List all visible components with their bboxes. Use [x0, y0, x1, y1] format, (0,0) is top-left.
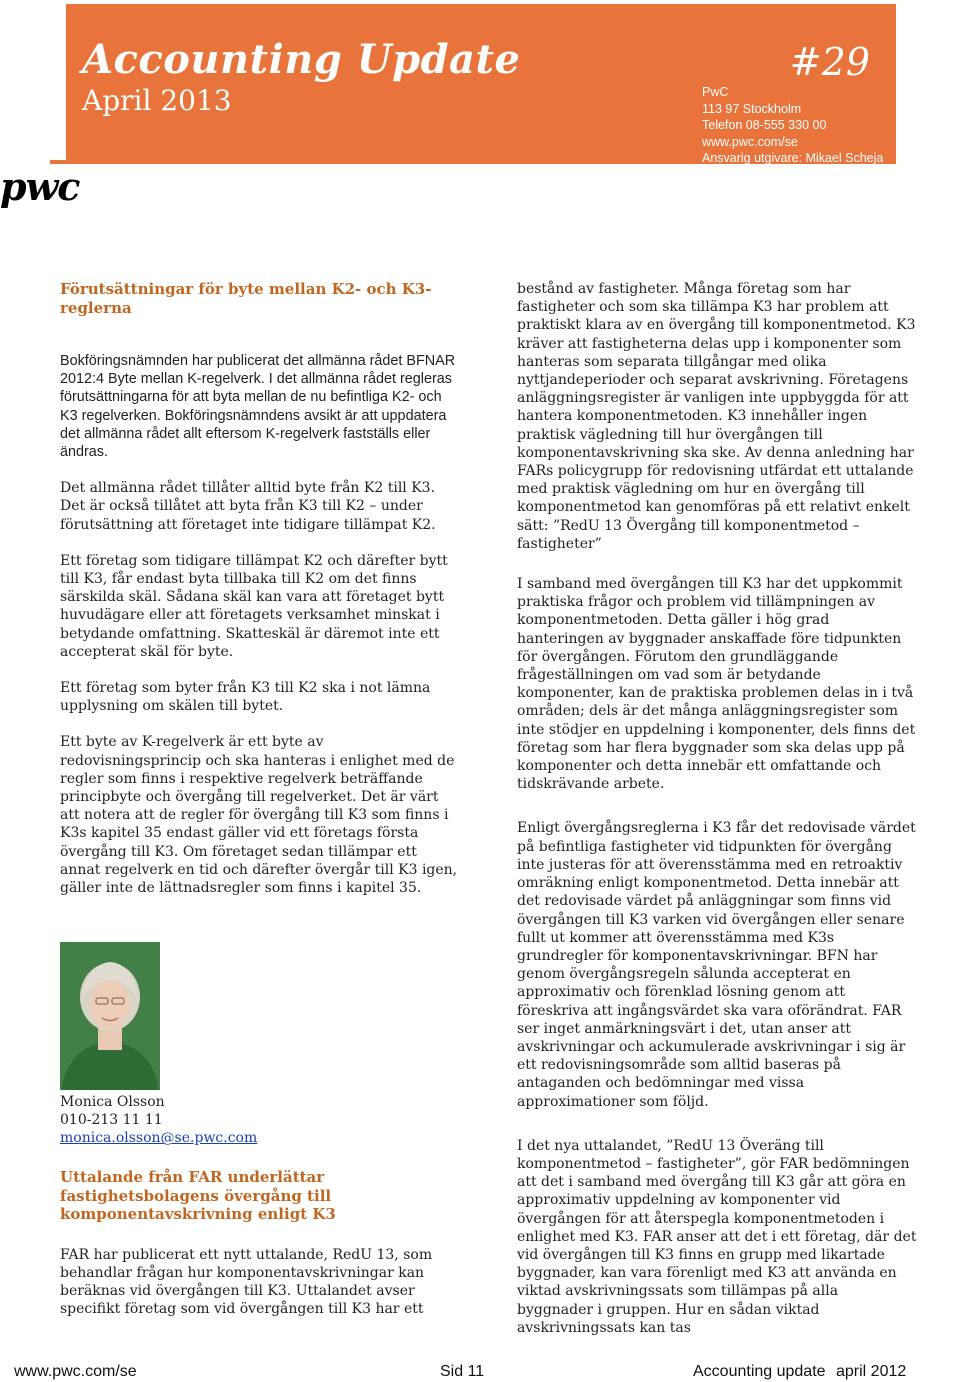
portrait-image	[60, 942, 160, 1090]
issue-number: #29	[789, 40, 870, 84]
paragraph: Det allmänna rådet tillåter alltid byte från K2 till K3. Det är också tillåtet att byta från K3 till K2 – under förutsättning att företaget inte tidigare tillämpat K2.	[60, 480, 436, 533]
section-heading: Uttalande från FAR underlättar fastighetsbolagens övergång till komponentavskrivning enligt K3	[60, 1168, 336, 1223]
footer-url[interactable]: www.pwc.com/se	[14, 1363, 137, 1380]
section-heading: Förutsättningar för byte mellan K2- och K3- reglerna	[60, 280, 432, 317]
contact-company: PwC	[702, 85, 729, 99]
contact-website[interactable]: www.pwc.com/se	[702, 134, 798, 149]
logo-text: pwc	[0, 164, 80, 209]
paragraph: I det nya uttalandet, ”RedU 13 Överäng till komponentmetod – fastigheter”, gör FAR bedömningen att det i samband med övergång till K3 går att göra en approximativ uppdelning av komponenter vid övergången för att återspegla komponentmetoden i enlighet med K3. FAR anser att det i ett företag, där det vid övergången till K3 finns en grupp med likartade byggnader, kan vara förenligt med K3 att använda en viktad avskrivningssats som tillämpas på alla byggnader i gruppen. Hur en sådan viktad avskrivningssats kan tas	[517, 1137, 917, 1336]
contact-caption	[60, 1093, 257, 1148]
footer-date: april 2012	[836, 1363, 907, 1380]
paragraph: Ett företag som byter från K3 till K2 ska i not lämna upplysning om skälen till bytet.	[60, 680, 431, 715]
contact-phone-number: 010-213 11 11	[60, 1112, 163, 1129]
contact-address: 113 97 Stockholm	[702, 101, 802, 116]
issue-date: April 2013	[82, 84, 232, 117]
paragraph: FAR har publicerat ett nytt uttalande, RedU 13, som behandlar frågan hur komponentavskrivningar kan beräknas vid övergången till K3. Uttalandet avser specifikt företag som vid övergången till K3 har ett	[60, 1246, 433, 1318]
footer-publication	[693, 1363, 906, 1381]
contact-photo	[60, 942, 160, 1090]
left-column	[60, 280, 460, 897]
footer-page-number: Sid 11	[440, 1363, 485, 1380]
publisher-contact	[702, 84, 883, 167]
paragraph: bestånd av fastigheter. Många företag som har fastigheter och som ska tillämpa K3 har problem att praktiskt klara av en övergång till komponentmetod. K3 kräver att fastigheterna delas upp i komponenter som hanteras som separata tillgångar med olika nyttjandeperioder och separat avskrivning. Företagens anläggningsregister är vanligen inte uppbyggda för att hantera komponentmetoden. K3 innehåller ingen praktisk vägledning till hur övergången till komponentavskrivning ska ske. Av denna anledning har FARs policygrupp för redovisning utfärdat ett uttalande med praktisk vägledning om hur en övergång till komponentmetod kan genomföras på ett relativt enkelt sätt: ”RedU 13 Övergång till komponentmetod – fastigheter”	[517, 281, 916, 552]
paragraph: Ett byte av K-regelverk är ett byte av redovisningsprincip och ska hanteras i enlighet med de regler som finns i respektive regelverk beträffande principbyte och övergång till regelverket. Det är värt att notera att de regler för övergång till K3 som finns i K3s kapitel 35 endast gäller vid ett företags första övergång till K3. Om företaget sedan tillämpar ett annat regelverk en tid och därefter övergår till K3 igen, gäller inte de lättnadsregler som finns i kapitel 35.	[60, 734, 458, 897]
paragraph: Bokföringsnämnden har publicerat det allmänna rådet BFNAR 2012:4 Byte mellan K-regelverk. I det allmänna rådet regleras förutsättningarna för att byta mellan de nu befintliga K2- och K3 regelverken. Bokföringsnämndens avsikt är att uppdatera det allmänna rådet allt eftersom K-regelverk fastställs eller ändras.	[60, 353, 456, 461]
paragraph: I samband med övergången till K3 har det uppkommit praktiska frågor och problem vid tillämpningen av komponentmetoden. Detta gäller i hög grad hanteringen av byggnader anskaffade före tidpunkten för övergången. Förutom den grundläggande frågeställningen om vad som är betydande komponenter, kan de praktiska problemen delas in i två områden; dels är det många anläggningsregister som inte stödjer en uppdelning i komponenter, dels finns det företag som har flera byggnader som ska delas upp på komponenter och detta innebär ett omfattande och tidskrävande arbete.	[517, 576, 916, 793]
contact-publisher: Ansvarig utgivare: Mikael Scheja	[702, 151, 884, 165]
right-column	[517, 280, 917, 1337]
contact-phone: Telefon 08-555 330 00	[702, 118, 827, 132]
header-banner	[66, 4, 896, 164]
newsletter-title: Accounting Update	[82, 36, 521, 83]
contact-name: Monica Olsson	[60, 1094, 165, 1110]
paragraph: Ett företag som tidigare tillämpat K2 och därefter bytt till K3, får endast byta tillbaka till K2 om det finns särskilda skäl. Sådana skäl kan vara att företaget bytt huvudägare eller att företagets verksamhet minskat i betydande omfattning. Skatteskäl är däremot inte ett accepterat skäl för byte.	[60, 552, 448, 660]
left-column-lower	[60, 1168, 460, 1318]
contact-email-link[interactable]: monica.olsson@se.pwc.com	[60, 1130, 258, 1147]
footer-title: Accounting update	[693, 1363, 826, 1380]
paragraph: Enligt övergångsreglerna i K3 får det redovisade värdet på befintliga fastigheter vid tidpunkten för övergång inte justeras för att överensstämma med en retroaktiv omräkning enligt komponentmetod. Detta innebär att det redovisade värdet på anläggningar som finns vid övergången till K3 varken vid övergången eller senare fullt ut kommer att överensstämma med K3s grundregler för komponentavskrivningar. BFN har genom övergångsregeln sålunda accepterat en approximativ och förenklad lösning genom att föreskriva att ingångsvärdet ska vara oförändrat. FAR ser inget anmärkningsvärt i det, utan anser att avskrivningar och ackumulerade avskrivningar i sig är ett redovisningsområde som alltid baseras på antaganden och bedömningar med vissa approximationer som följd.	[517, 820, 916, 1110]
